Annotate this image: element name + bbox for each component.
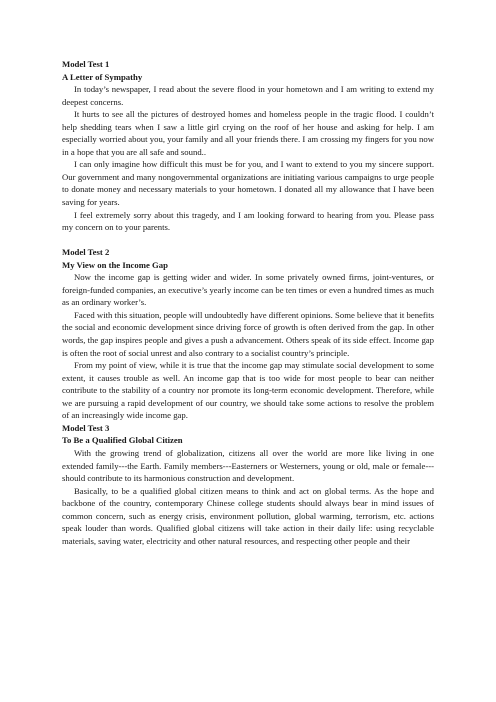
paragraph: Now the income gap is getting wider and wider. In some privately owned firms, joint-ventures, or foreign-funded companies, an executive’s yearly income can be ten times or even a hundred times as much as an ordinary worker’s. [62, 272, 434, 308]
paragraph: I can only imagine how difficult this must be for you, and I want to extend to you my sincere support. Our government and many nongovernmental organizations are initiating various campaigns to urge people to donate money and necessary materials to your hometown. I donated all my allowance that I have been saving for years. [62, 159, 434, 208]
essay-title: To Be a Qualified Global Citizen [62, 435, 183, 446]
paragraph: With the growing trend of globalization, citizens all over the world are more like living in one extended family---the Earth. Family members---Easterners or Westerners, young or old, male or female---should contribute to its harmonious construction and development. [62, 447, 434, 484]
section-spacer [62, 234, 434, 247]
paragraph: Faced with this situation, people will undoubtedly have different opinions. Some believe that it benefits the social and economic development since driving force of growth is often derived from the gap. In other words, the gap inspires people and gives a push a advancement. Others speak of its side effect. Income gap is often the root of social unrest and also contrary to a socialist country’s principle. [62, 309, 434, 358]
test-label: Model Test 2 [62, 247, 110, 258]
paragraph: From my point of view, while it is true that the income gap may stimulate social development to some extent, it causes trouble as well. An income gap that is too wide for most people to bear can neither contribute to the stability of a country nor promote its long-term economic development. Therefore, while we are pursuing a rapid development of our country, we should take some actions to resolve the problem of an increasingly wide income gap. [62, 360, 434, 421]
paragraph: It hurts to see all the pictures of destroyed homes and homeless people in the tragic flood. I couldn’t help shedding tears when I saw a little girl crying on the roof of her house and asking for help. I am especially worried about you, your family and all your friends there. I am crossing my fingers for you now in a hope that you are all safe and sound.. [62, 109, 434, 157]
test-label: Model Test 3 [62, 422, 110, 433]
test-label: Model Test 1 [62, 59, 110, 69]
essay-title: My View on the Income Gap [62, 259, 168, 270]
model-test-1 [62, 58, 434, 234]
document-page [62, 58, 434, 547]
paragraph: I feel extremely sorry about this tragedy, and I am looking forward to hearing from you. Please pass my concern on to your parents. [62, 209, 434, 233]
paragraph: Basically, to be a qualified global citizen means to think and act on global terms. As the hope and backbone of the country, contemporary Chinese college students should always bear in mind issues of common concern, such as energy crisis, environment pollution, global warming, terrorism, etc. actions speak louder than words. Qualified global citizens will take action in their daily life: using recyclable materials, saving water, electricity and other natural resources, and respecting other people and their [62, 485, 434, 546]
paragraph: In today’s newspaper, I read about the severe flood in your hometown and I am writing to extend my deepest concerns. [62, 84, 434, 107]
essay-title: A Letter of Sympathy [62, 71, 143, 82]
model-test-2 [62, 246, 434, 422]
model-test-3 [62, 422, 434, 547]
